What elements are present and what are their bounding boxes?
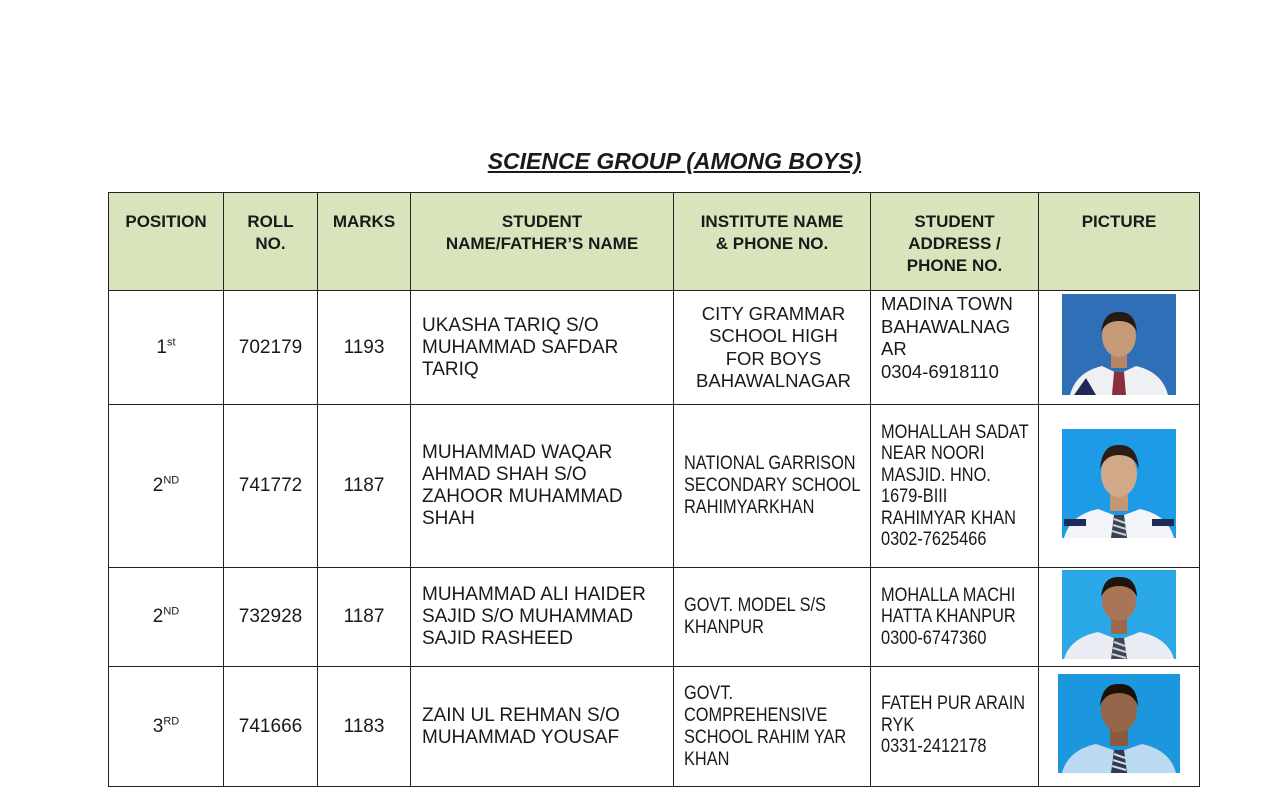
institute-cell: GOVT. MODEL S/S KHANPUR: [674, 568, 871, 667]
student-name-cell: ZAIN UL REHMAN S/O MUHAMMAD YOUSAF: [411, 667, 674, 787]
roll-cell: 702179: [224, 291, 318, 405]
picture-cell: [1039, 405, 1200, 568]
position-cell: 3RD: [109, 667, 224, 787]
header-roll: ROLL NO.: [224, 193, 318, 291]
institute-cell: NATIONAL GARRISON SECONDARY SCHOOL RAHIMYARKHAN: [674, 405, 871, 568]
header-marks: MARKS: [318, 193, 411, 291]
table-row: [109, 405, 1200, 568]
document-title: SCIENCE GROUP (AMONG BOYS): [487, 148, 862, 174]
header-address: STUDENT ADDRESS / PHONE NO.: [871, 193, 1039, 291]
position-cell: 2ND: [109, 405, 224, 568]
picture-cell: [1039, 568, 1200, 667]
header-institute: INSTITUTE NAME & PHONE NO.: [674, 193, 871, 291]
institute-cell: GOVT. COMPREHENSIVE SCHOOL RAHIM YAR KHAN: [674, 667, 871, 787]
student-photo: [1058, 674, 1180, 773]
header-picture: PICTURE: [1039, 193, 1200, 291]
roll-cell: 741772: [224, 405, 318, 568]
student-name-cell: MUHAMMAD WAQAR AHMAD SHAH S/O ZAHOOR MUHAMMAD SHAH: [411, 405, 674, 568]
picture-cell: [1039, 667, 1200, 787]
header-row: [109, 193, 1200, 291]
header-student-name: STUDENT NAME/FATHER’S NAME: [411, 193, 674, 291]
table-row: [109, 667, 1200, 787]
institute-cell: CITY GRAMMAR SCHOOL HIGH FOR BOYS BAHAWALNAGAR: [674, 291, 871, 405]
picture-cell: [1039, 291, 1200, 405]
student-name-cell: MUHAMMAD ALI HAIDER SAJID S/O MUHAMMAD SAJID RASHEED: [411, 568, 674, 667]
results-table: [108, 192, 1200, 787]
student-photo: [1062, 294, 1176, 395]
address-cell: MADINA TOWN BAHAWALNAG AR 0304-6918110: [871, 291, 1039, 405]
position-cell: 2ND: [109, 568, 224, 667]
header-position: POSITION: [109, 193, 224, 291]
student-photo: [1062, 429, 1176, 538]
marks-cell: 1187: [318, 568, 411, 667]
position-cell: 1st: [109, 291, 224, 405]
address-cell: MOHALLAH SADAT NEAR NOORI MASJID. HNO. 1679-BIII RAHIMYAR KHAN 0302-7625466: [871, 405, 1039, 568]
table-row: [109, 291, 1200, 405]
marks-cell: 1193: [318, 291, 411, 405]
student-photo: [1062, 570, 1176, 659]
student-name-cell: UKASHA TARIQ S/O MUHAMMAD SAFDAR TARIQ: [411, 291, 674, 405]
roll-cell: 741666: [224, 667, 318, 787]
address-cell: MOHALLA MACHI HATTA KHANPUR 0300-6747360: [871, 568, 1039, 667]
table-row: [109, 568, 1200, 667]
marks-cell: 1183: [318, 667, 411, 787]
roll-cell: 732928: [224, 568, 318, 667]
marks-cell: 1187: [318, 405, 411, 568]
address-cell: FATEH PUR ARAIN RYK 0331-2412178: [871, 667, 1039, 787]
